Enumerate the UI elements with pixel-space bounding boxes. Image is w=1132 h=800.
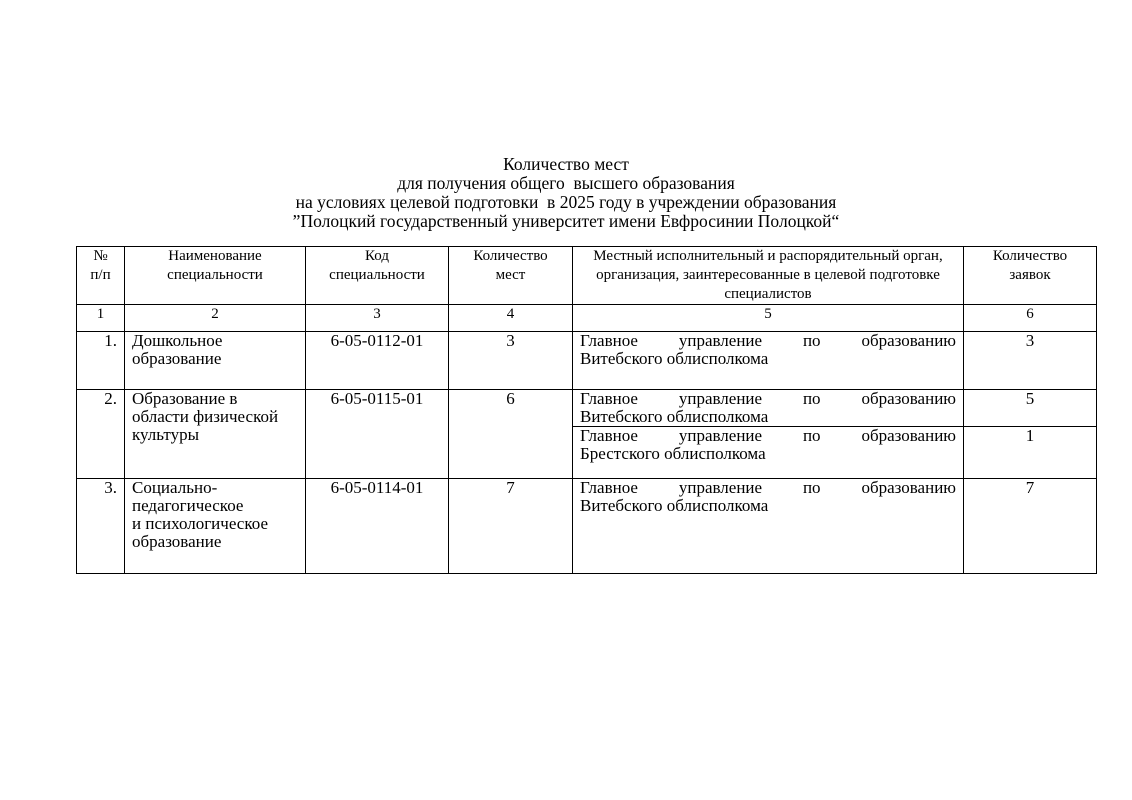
row-num: 1. — [77, 332, 125, 390]
organization-line: Главное управление по образованию — [580, 426, 956, 445]
organization-line: Главное управление по образованию — [580, 331, 956, 350]
header-specialty-name: Наименование специальности — [125, 247, 306, 305]
organization-line: Брестского облисполкома — [580, 444, 766, 463]
places-table — [76, 246, 1097, 574]
title-line: на условиях целевой подготовки в 2025 году в учреждении образования — [295, 192, 837, 212]
table-row — [77, 479, 1097, 574]
column-number: 4 — [449, 305, 573, 332]
organization-cell — [573, 390, 964, 427]
column-number: 5 — [573, 305, 964, 332]
applications-count: 7 — [964, 479, 1097, 574]
title-line: ”Полоцкий государственный университет имени Евфросинии Полоцкой“ — [292, 211, 840, 231]
organization-line: Витебского облисполкома — [580, 407, 769, 426]
title-line: Количество мест — [503, 154, 629, 174]
document-title — [0, 155, 1132, 231]
table-row — [77, 390, 1097, 427]
row-num: 3. — [77, 479, 125, 574]
specialty-name: Дошкольное образование — [125, 332, 306, 390]
header-applications: Количество заявок — [964, 247, 1097, 305]
column-number: 1 — [77, 305, 125, 332]
table-row — [77, 332, 1097, 390]
organization-cell — [573, 332, 964, 390]
specialty-code: 6-05-0114-01 — [306, 479, 449, 574]
organization-line: Главное управление по образованию — [580, 389, 956, 408]
specialty-name: Социально- педагогическое и психологическое образование — [125, 479, 306, 574]
organization-line: Главное управление по образованию — [580, 478, 956, 497]
applications-count: 1 — [964, 427, 1097, 479]
places-count: 6 — [449, 390, 573, 479]
title-line: для получения общего высшего образования — [397, 173, 735, 193]
header-places: Количество мест — [449, 247, 573, 305]
applications-count: 5 — [964, 390, 1097, 427]
organization-line: Витебского облисполкома — [580, 349, 769, 368]
column-numbers-row — [77, 305, 1097, 332]
column-number: 2 — [125, 305, 306, 332]
column-number: 6 — [964, 305, 1097, 332]
places-count: 7 — [449, 479, 573, 574]
header-specialty-code: Код специальности — [306, 247, 449, 305]
row-num: 2. — [77, 390, 125, 479]
column-number: 3 — [306, 305, 449, 332]
header-organization: Местный исполнительный и распорядительный орган, организация, заинтересованные в целевой подготовке специалистов — [573, 247, 964, 305]
specialty-name: Образование в области физической культуры — [125, 390, 306, 479]
organization-cell — [573, 427, 964, 479]
organization-line: Витебского облисполкома — [580, 496, 769, 515]
specialty-code: 6-05-0112-01 — [306, 332, 449, 390]
organization-cell — [573, 479, 964, 574]
specialty-code: 6-05-0115-01 — [306, 390, 449, 479]
table-header-row — [77, 247, 1097, 305]
header-num: № п/п — [77, 247, 125, 305]
places-count: 3 — [449, 332, 573, 390]
applications-count: 3 — [964, 332, 1097, 390]
